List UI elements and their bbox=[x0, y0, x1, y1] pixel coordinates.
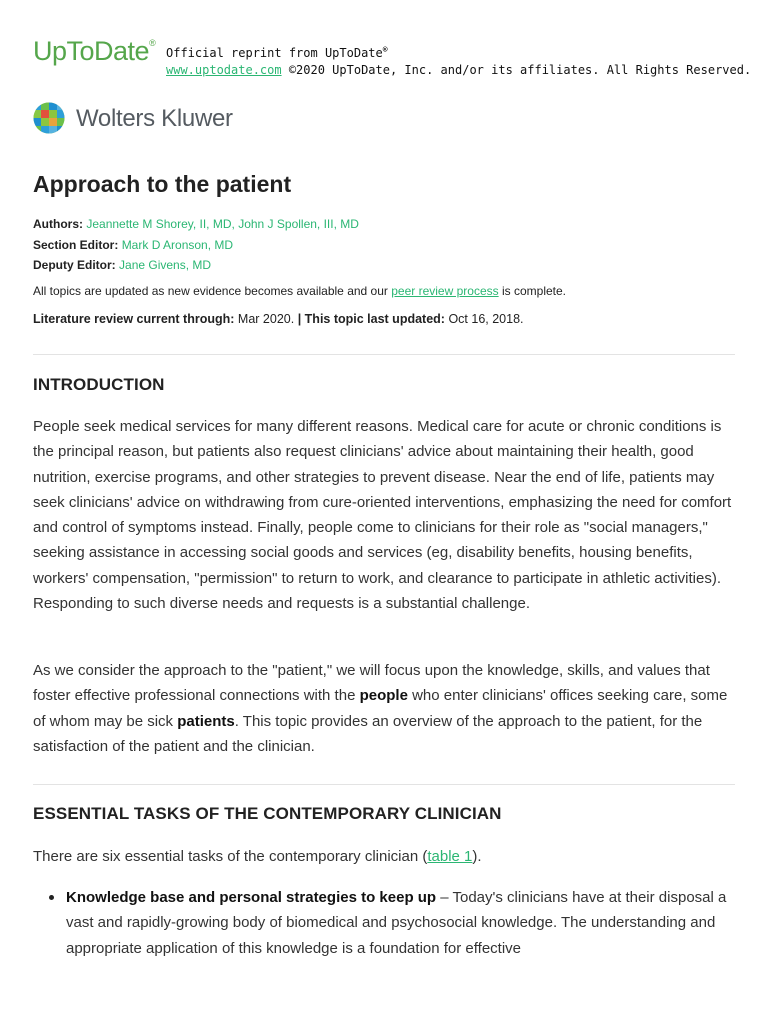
divider bbox=[33, 784, 735, 785]
reprint-line: Official reprint from UpToDate bbox=[166, 46, 383, 60]
deputy-editor-row bbox=[33, 255, 359, 276]
update-note-end: is complete. bbox=[501, 284, 566, 298]
section-editor-label: Section Editor: bbox=[33, 237, 119, 252]
authors-row bbox=[33, 214, 359, 235]
deputy-editor-link[interactable]: Jane Givens, MD bbox=[119, 258, 212, 272]
wolters-kluwer-globe-icon bbox=[33, 102, 65, 134]
tasks-intro-end: ). bbox=[472, 848, 482, 865]
authors-label: Authors: bbox=[33, 217, 83, 231]
reprint-notice bbox=[166, 41, 751, 79]
uptodate-site-link[interactable]: www.uptodate.com bbox=[166, 63, 282, 77]
bullet-icon bbox=[49, 895, 54, 900]
peer-review-link[interactable]: peer review process bbox=[391, 284, 499, 298]
author-link[interactable]: Jeannette M Shorey, II, MD, bbox=[86, 217, 235, 231]
section-editor-link[interactable]: Mark D Aronson, MD bbox=[121, 237, 234, 252]
bullet-title: Knowledge base and personal strategies to keep up bbox=[66, 889, 437, 906]
intro-p2-text: who enter clinicians' offices seeking care, some of whom may be sick bbox=[33, 687, 728, 730]
intro-p2-bold-people: people bbox=[359, 687, 408, 705]
divider bbox=[33, 354, 735, 355]
deputy-editor-label: Deputy Editor: bbox=[33, 258, 116, 272]
brand-name: UpToDate bbox=[33, 36, 150, 66]
reprint-header bbox=[33, 36, 752, 77]
lit-review-label: Literature review current through: bbox=[33, 312, 235, 326]
article-credits bbox=[33, 214, 359, 276]
bullet-text: – Today's clinicians have at their disposal a vast and rapidly-growing body of biomedical and psychosocial knowledge. The understanding and appropriate application of this knowledge is a foundation for effective bbox=[66, 889, 727, 957]
section-heading-introduction: INTRODUCTION bbox=[33, 375, 165, 394]
intro-p2-text: As we consider the approach to the "patient," we will focus upon the knowledge, skills, and values that foster effective professional connections with the bbox=[33, 662, 710, 705]
page-title: Approach to the patient bbox=[33, 171, 292, 197]
section-heading-essential-tasks: ESSENTIAL TASKS OF THE CONTEMPORARY CLINICIAN bbox=[33, 804, 502, 823]
uptodate-logo bbox=[33, 36, 155, 67]
separator: | bbox=[297, 312, 302, 326]
tasks-intro bbox=[33, 844, 735, 869]
brand-mark: ® bbox=[149, 38, 156, 48]
list-item bbox=[33, 885, 735, 961]
publisher-logo bbox=[33, 102, 293, 134]
tasks-list bbox=[33, 885, 735, 961]
tasks-intro-text: There are six essential tasks of the contemporary clinician ( bbox=[33, 848, 428, 865]
table-1-link[interactable]: table 1 bbox=[427, 848, 473, 865]
reprint-mark: ® bbox=[382, 45, 388, 54]
last-updated-date: Oct 16, 2018. bbox=[448, 312, 524, 326]
lit-review-date: Mar 2020. bbox=[237, 312, 295, 326]
update-note bbox=[33, 284, 566, 298]
review-dates bbox=[33, 312, 524, 326]
intro-paragraph-1: People seek medical services for many different reasons. Medical care for acute or chronic conditions is the principal reason, but patients also request clinicians' advice about maintaining their health, good nutrition, exercise programs, and other strategies to prevent disease. Near the end of life, patients may seek clinicians' advice on withdrawing from cure-oriented interventions, emphasizing the need for comfort and control of symptoms instead. Finally, people come to clinicians for their role as "social managers," seeking assistance in accessing social goods and services (eg, disability benefits, housing benefits, workers' compensation, "permission" to return to work, and clearance to participate in athletic activities). Responding to such diverse needs and requests is a substantial challenge. bbox=[33, 418, 732, 613]
last-updated-label: This topic last updated: bbox=[304, 312, 445, 326]
update-note-text: All topics are updated as new evidence becomes available and our bbox=[33, 284, 388, 298]
publisher-name: Wolters Kluwer bbox=[76, 105, 233, 132]
author-link[interactable]: John J Spollen, III, MD bbox=[238, 217, 359, 231]
section-editor-row bbox=[33, 235, 359, 256]
intro-paragraph-2 bbox=[33, 658, 735, 759]
intro-p2-bold-patients: patients bbox=[177, 712, 235, 730]
intro-p2-text: . This topic provides an overview of the approach to the patient, for the satisfaction of the patient and the clinician. bbox=[33, 712, 703, 755]
copyright-text: ©2020 UpToDate, Inc. and/or its affiliates. All Rights Reserved. bbox=[288, 63, 752, 77]
